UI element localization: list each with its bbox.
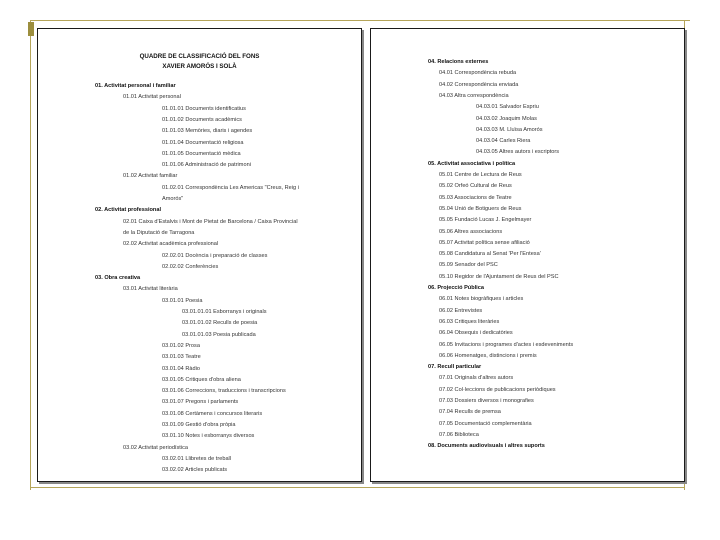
classification-entry: 03.01.01.03 Poesia publicada xyxy=(182,331,256,338)
section-heading: 07. Recull particular xyxy=(428,364,482,371)
classification-entry: 07.06 Biblioteca xyxy=(439,431,479,438)
classification-entry: 03.01.01.01 Esborranys i originals xyxy=(182,309,267,315)
classification-entry: 07.01 Originals d'altres autors xyxy=(439,375,514,382)
classification-entry: 02.01 Caixa d'Estalvis i Mont de Pietat de Barcelona / Caixa Provincial xyxy=(123,218,298,225)
classification-entry: 03.01.06 Correccions, traduccions i transcripcions xyxy=(162,388,286,395)
classification-entry: 07.05 Documentació complementària xyxy=(439,420,532,427)
classification-entry: 04.03.05 Altres autors i escriptors xyxy=(476,149,560,156)
classification-entry: 06.03 Critiques literàries xyxy=(439,318,500,325)
classification-entry: 06.01 Notes biogràfiques i articles xyxy=(439,296,524,303)
section-heading: 06. Projecció Pública xyxy=(428,285,484,291)
classification-entry: 07.04 Reculls de premsa xyxy=(439,409,501,416)
classification-entry: 05.04 Unió de Botiguers de Reus xyxy=(439,205,522,212)
classification-entry: 04.03.04 Carles Riera xyxy=(476,138,531,145)
classification-entry: 04.03.02 Joaquim Molas xyxy=(476,115,537,122)
classification-entry: 04.03.01 Salvador Espriu xyxy=(476,104,539,111)
document-title: QUADRE DE CLASSIFICACIÓ DEL FONS xyxy=(139,53,260,60)
classification-entry: 05.08 Candidatura al Senat 'Per l'Entesa' xyxy=(439,251,541,258)
top-rule xyxy=(30,20,690,21)
classification-entry: 03.01.07 Pregons i parlaments xyxy=(162,399,239,406)
classification-entry: 07.02 Col·leccions de publicacions periòdiques xyxy=(439,386,556,393)
section-heading: 03. Obra creativa xyxy=(95,275,141,282)
classification-entry: 03.01.05 Critiques d'obra aliena xyxy=(162,376,241,383)
classification-entry: 03.02 Activitat periodística xyxy=(123,444,188,451)
left-rule xyxy=(30,20,31,490)
classification-entry: 01.01.05 Documentació mèdica xyxy=(162,150,241,157)
section-heading: 08. Documents audiovisuals i altres suports xyxy=(428,443,545,450)
classification-entry: 03.01.09 Gestió d'obra pròpia xyxy=(162,422,236,428)
section-heading: 02. Activitat professional xyxy=(95,207,162,214)
classification-entry: 03.01.02 Prosa xyxy=(162,342,200,349)
classification-entry: 05.09 Senador del PSC xyxy=(439,262,498,269)
classification-entry: 03.01.01 Poesia xyxy=(162,297,203,304)
classification-entry: 02.02.02 Conferències xyxy=(162,263,219,270)
classification-entry: 05.05 Fundació Lucas J. Engelmayer xyxy=(439,217,532,224)
classification-entry: 04.03.03 M. Lluïsa Amorós xyxy=(476,126,543,133)
classification-entry: 01.01.04 Documentació religiosa xyxy=(162,139,244,146)
classification-entry: 03.02.01 Llibretes de treball xyxy=(162,455,232,462)
classification-entry: 01.02 Activitat familiar xyxy=(123,173,178,180)
classification-entry: 03.02.02 Articles publicats xyxy=(162,467,227,474)
section-heading: 01. Activitat personal i familiar xyxy=(95,83,176,89)
classification-entry: 06.02 Entrevistes xyxy=(439,307,483,314)
classification-entry: 05.10 Regidor de l'Ajuntament de Reus del PSC xyxy=(439,273,559,280)
classification-entry: 05.06 Altres associacions xyxy=(439,228,503,235)
classification-entry: 02.02 Activitat acadèmica professional xyxy=(123,241,219,248)
classification-entry: 01.01.06 Administració de patrimoni xyxy=(162,162,251,169)
classification-entry: 03.01 Activitat literària xyxy=(123,286,178,293)
classification-entry: 01.02.01 Correspondència Les Americas "Creus, Reig i xyxy=(162,184,299,191)
right-document-page xyxy=(370,28,685,482)
classification-entry: de la Diputació de Tarragona xyxy=(123,229,195,236)
classification-entry: 05.01 Centre de Lectura de Reus xyxy=(439,172,522,178)
section-heading: 04. Relacions externes xyxy=(428,59,489,65)
classification-entry: 05.02 Orfeó Cultural de Reus xyxy=(439,183,512,190)
classification-entry: 04.01 Correspondència rebuda xyxy=(439,70,517,77)
classification-entry: 06.04 Obsequis i dedicatòries xyxy=(439,330,513,337)
classification-entry: 06.06 Homenatges, distincions i premis xyxy=(439,352,537,359)
classification-entry: 03.01.04 Ràdio xyxy=(162,365,200,372)
classification-entry: 05.03 Associacions de Teatre xyxy=(439,194,512,201)
classification-entry: 06.05 Invitacions i programes d'actes i esdeveniments xyxy=(439,341,574,348)
classification-entry: 03.01.03 Teatre xyxy=(162,354,201,361)
document-subtitle: XAVIER AMORÓS I SOLÀ xyxy=(162,63,237,70)
section-heading: 05. Activitat associativa i política xyxy=(428,160,516,167)
classification-entry: 01.01.02 Documents acadèmics xyxy=(162,116,242,123)
classification-entry: 01.01 Activitat personal xyxy=(123,94,181,101)
classification-entry: 01.01.03 Memòries, diaris i agendes xyxy=(162,128,253,135)
classification-entry: 04.03 Altra correspondència xyxy=(439,92,509,99)
classification-entry: Amorós" xyxy=(162,196,184,202)
classification-entry: 02.02.01 Docència i preparació de classes xyxy=(162,252,268,259)
classification-entry: 03.01.08 Certàmens i concursos literaris xyxy=(162,410,263,417)
bottom-rule xyxy=(30,487,685,488)
classification-entry: 03.01.01.02 Reculls de poesia xyxy=(182,320,258,327)
classification-entry: 05.07 Activitat política sense afiliació xyxy=(439,239,530,246)
classification-entry: 07.03 Dossiers diversos i monografies xyxy=(439,398,534,404)
left-document-page xyxy=(37,28,362,482)
classification-entry: 03.01.10 Notes i esborranys diversos xyxy=(162,433,255,440)
classification-entry: 01.01.01 Documents identificatius xyxy=(162,105,246,112)
corner-mark xyxy=(28,22,34,36)
classification-entry: 04.02 Correspondència enviada xyxy=(439,81,519,88)
